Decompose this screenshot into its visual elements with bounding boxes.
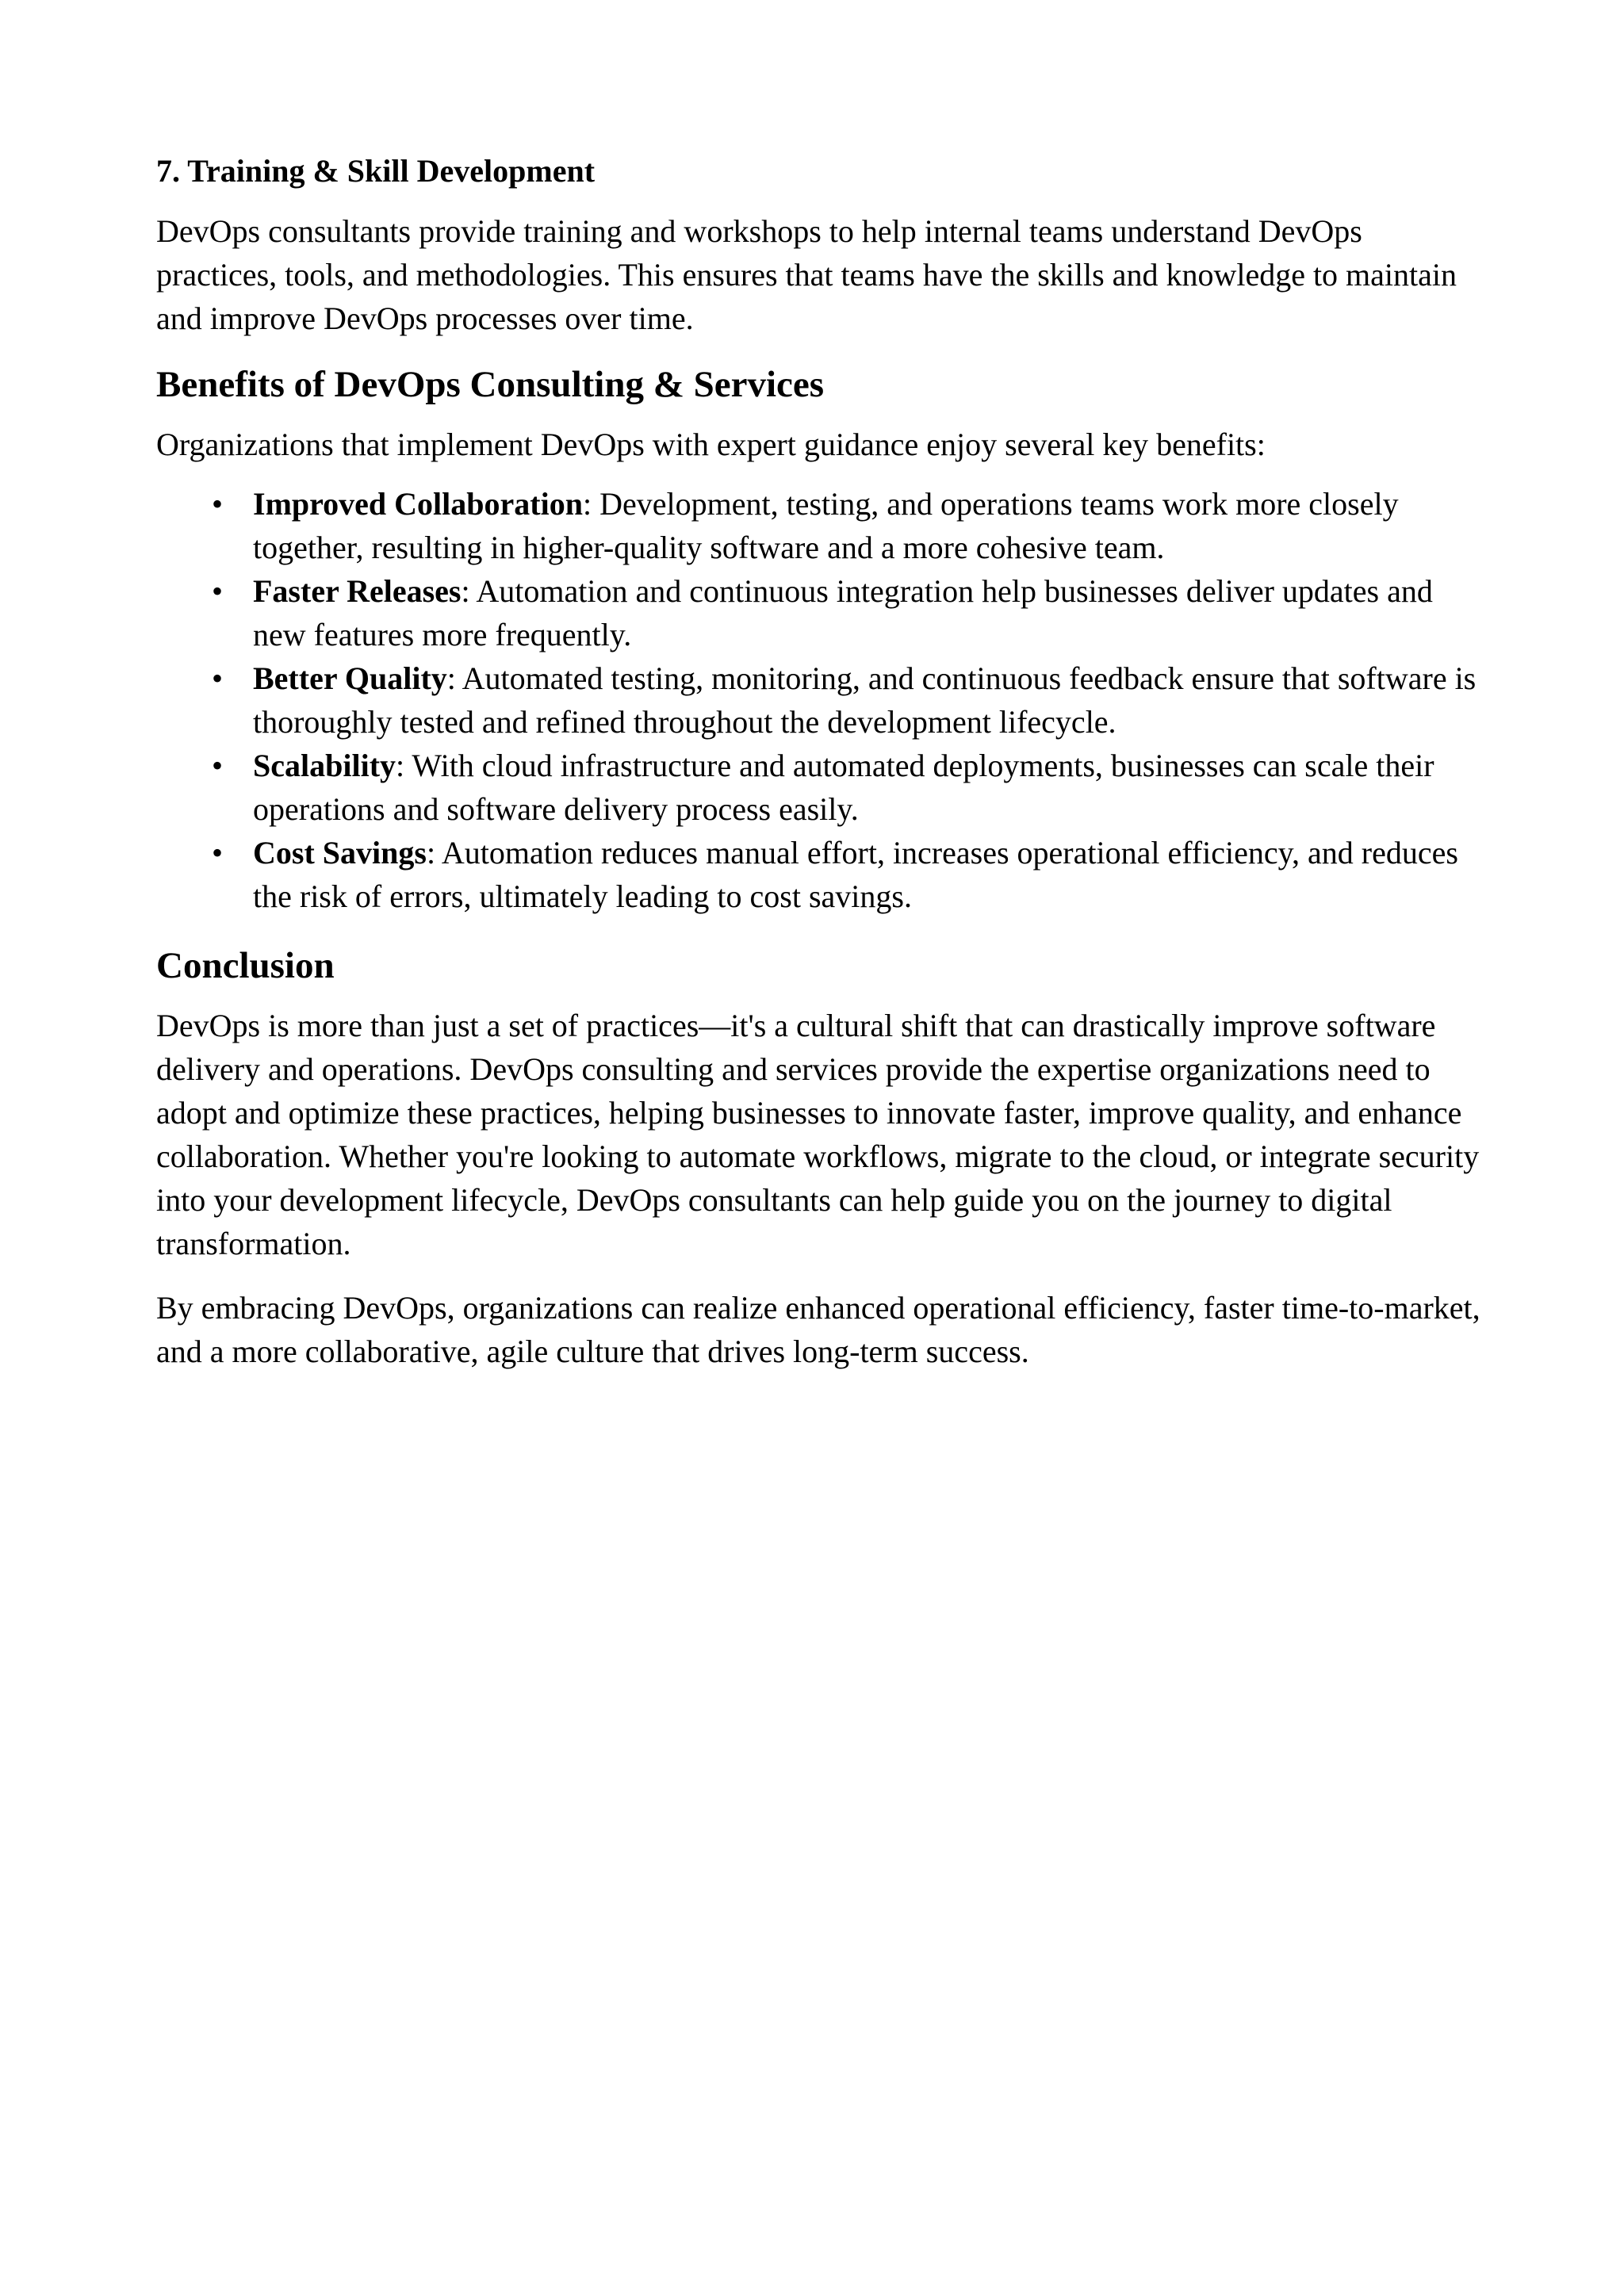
benefits-intro: Organizations that implement DevOps with expert guidance enjoy several key benefits: (156, 427, 1266, 462)
bullet-icon: • (212, 573, 224, 609)
benefit-text: : Development, testing, and operations teams work more closely together, resulting in higher-quality software and a more cohesive team. (253, 486, 1399, 565)
benefit-text: : With cloud infrastructure and automated deployments, businesses can scale their operations and software delivery process easily. (253, 748, 1434, 827)
training-heading: 7. Training & Skill Development (156, 153, 596, 189)
benefit-text: : Automation reduces manual effort, increases operational efficiency, and reduces the risk of errors, ultimately leading to cost savings. (253, 835, 1458, 914)
bullet-icon: • (212, 748, 224, 783)
benefit-term: Improved Collaboration (253, 486, 583, 522)
conclusion-heading: Conclusion (156, 945, 335, 986)
bullet-icon: • (212, 486, 224, 522)
benefit-text: : Automated testing, monitoring, and continuous feedback ensure that software is thoroughly tested and refined throughout the development lifecycle. (253, 660, 1477, 740)
bullet-icon: • (212, 835, 224, 871)
list-item (212, 482, 1488, 569)
benefit-text: : Automation and continuous integration help businesses deliver updates and new features more frequently. (253, 573, 1433, 652)
benefit-term: Better Quality (253, 660, 447, 696)
list-item (212, 656, 1488, 744)
benefits-list (156, 482, 1488, 918)
list-item (212, 831, 1488, 918)
document-page (156, 151, 1488, 1394)
list-item (212, 744, 1488, 831)
benefit-term: Cost Savings (253, 835, 427, 871)
training-paragraph: DevOps consultants provide training and workshops to help internal teams understand DevOps practices, tools, and methodologies. This ensures that teams have the skills and knowledge to maintain and improve DevOps processes over time. (156, 213, 1457, 336)
conclusion-paragraph-1: DevOps is more than just a set of practices—it's a cultural shift that can drastically improve software delivery and operations. DevOps consulting and services provide the expertise organizations need to adopt and optimize these practices, helping businesses to innovate faster, improve quality, and enhance collaboration. Whether you're looking to automate workflows, migrate to the cloud, or integrate security into your development lifecycle, DevOps consultants can help guide you on the journey to digital transformation. (156, 1008, 1480, 1261)
benefits-heading: Benefits of DevOps Consulting & Services (156, 364, 825, 405)
list-item (212, 569, 1488, 656)
benefit-term: Faster Releases (253, 573, 462, 609)
conclusion-paragraph-2: By embracing DevOps, organizations can realize enhanced operational efficiency, faster time-to-market, and a more collaborative, agile culture that drives long-term success. (156, 1290, 1480, 1369)
benefit-term: Scalability (253, 748, 396, 783)
bullet-icon: • (212, 660, 224, 696)
